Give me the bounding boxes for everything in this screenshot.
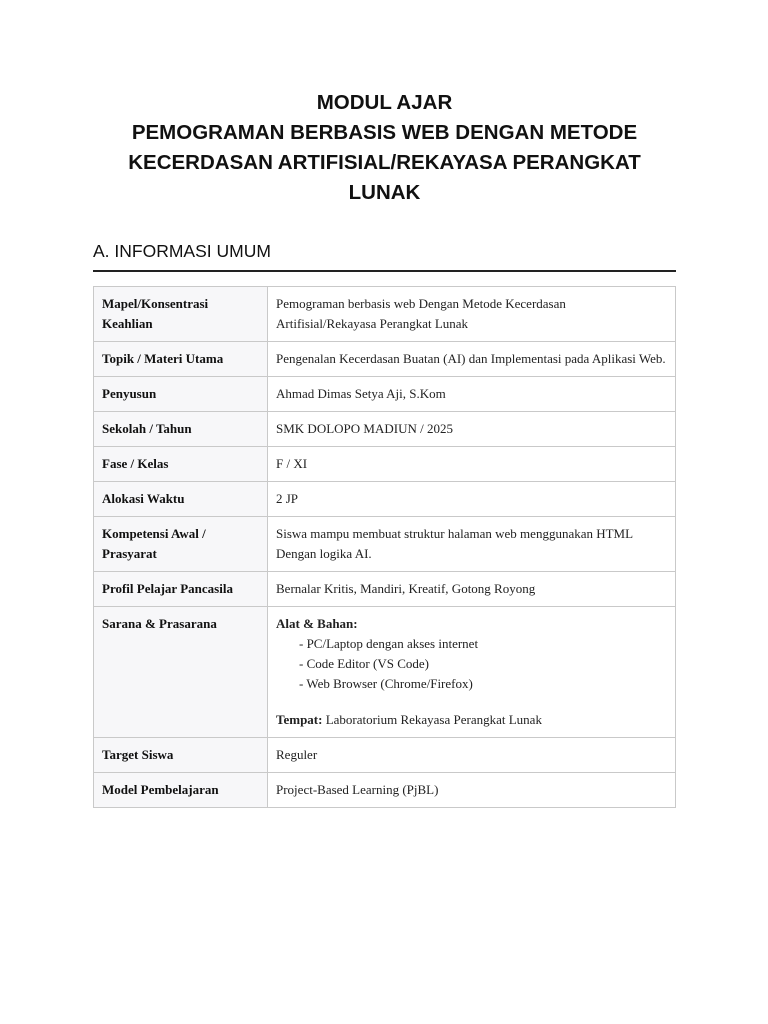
row-label: Fase / Kelas [94, 447, 268, 482]
row-label: Target Siswa [94, 738, 268, 773]
table-row [94, 377, 676, 412]
table-row [94, 738, 676, 773]
list-item: - Web Browser (Chrome/Firefox) [299, 676, 473, 691]
row-value: Pengenalan Kecerdasan Buatan (AI) dan Implementasi pada Aplikasi Web. [268, 342, 676, 377]
section-heading-informasi-umum: A. INFORMASI UMUM [93, 240, 676, 272]
list-item: - Code Editor (VS Code) [299, 656, 429, 671]
tools-label: Alat & Bahan: [276, 616, 358, 631]
document-page [93, 88, 676, 808]
row-value: Project-Based Learning (PjBL) [268, 773, 676, 808]
table-row [94, 572, 676, 607]
table-row [94, 287, 676, 342]
row-label: Kompetensi Awal / Prasyarat [94, 517, 268, 572]
table-row [94, 517, 676, 572]
row-label: Topik / Materi Utama [94, 342, 268, 377]
row-value: Ahmad Dimas Setya Aji, S.Kom [268, 377, 676, 412]
title-line: MODUL AJAR [316, 91, 453, 114]
list-item: - PC/Laptop dengan akses internet [299, 636, 479, 651]
table-row [94, 412, 676, 447]
row-value: Siswa mampu membuat struktur halaman web menggunakan HTML Dengan logika AI. [268, 517, 676, 572]
row-label: Alokasi Waktu [94, 482, 268, 517]
row-value: SMK DOLOPO MADIUN / 2025 [268, 412, 676, 447]
place-value: Laboratorium Rekayasa Perangkat Lunak [325, 712, 542, 727]
row-value-sarana [268, 607, 676, 738]
title-line: PEMOGRAMAN BERBASIS WEB DENGAN METODE [131, 121, 638, 144]
table-row [94, 482, 676, 517]
place-label: Tempat: [276, 712, 323, 727]
tools-list [276, 634, 667, 694]
row-label: Profil Pelajar Pancasila [94, 572, 268, 607]
title-line: KECERDASAN ARTIFISIAL/REKAYASA PERANGKAT [128, 151, 641, 174]
informasi-umum-table [93, 286, 676, 808]
row-value: Pemograman berbasis web Dengan Metode Kecerdasan Artifisial/Rekayasa Perangkat Lunak [268, 287, 676, 342]
row-value: Reguler [268, 738, 676, 773]
table-row [94, 447, 676, 482]
row-value: F / XI [268, 447, 676, 482]
row-label: Penyusun [94, 377, 268, 412]
place-line [276, 710, 667, 730]
row-label: Mapel/Konsentrasi Keahlian [94, 287, 268, 342]
table-row [94, 773, 676, 808]
document-title [93, 88, 676, 208]
row-label: Model Pembelajaran [94, 773, 268, 808]
row-label: Sekolah / Tahun [94, 412, 268, 447]
title-line: LUNAK [348, 181, 421, 204]
table-row-sarana [94, 607, 676, 738]
row-label: Sarana & Prasarana [94, 607, 268, 738]
row-value: Bernalar Kritis, Mandiri, Kreatif, Gotong Royong [268, 572, 676, 607]
row-value: 2 JP [268, 482, 676, 517]
table-row [94, 342, 676, 377]
